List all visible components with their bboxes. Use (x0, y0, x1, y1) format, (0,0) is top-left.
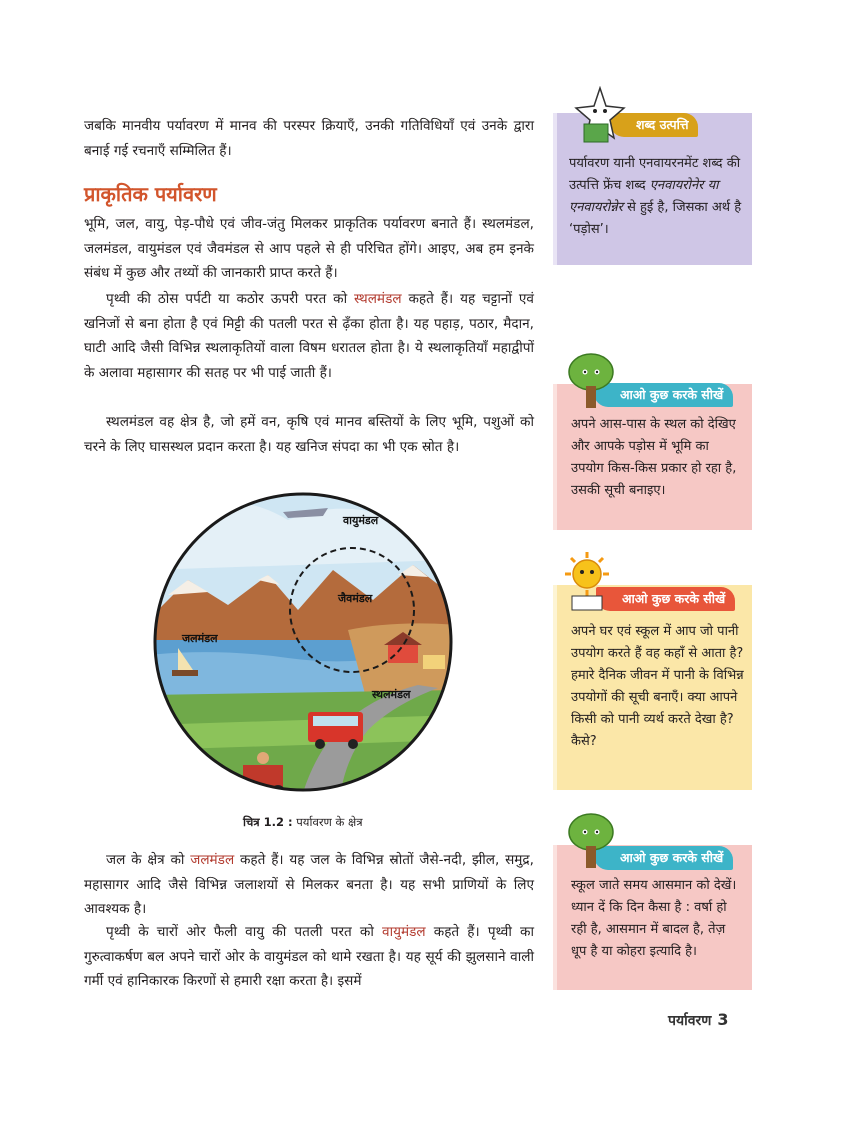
label-lithosphere: स्थलमंडल (372, 688, 411, 701)
term-hydrosphere: जलमंडल (190, 852, 235, 868)
word-origin-text-pre: पर्यावरण यानी एनवायरनमेंट शब्द की उत्पत्ति फ्रेंच शब्द (569, 156, 741, 193)
activity-box-sky: स्कूल जाते समय आसमान को देखें। ध्यान दें कि दिन कैसा है : वर्षा हो रही है, आसमान में बादल है, तेज़ धूप है या कोहरा इत्यादि है। (553, 845, 752, 990)
paragraph-hydrosphere (84, 848, 534, 922)
activity-banner-land: आओ कुछ करके सीखें (594, 383, 733, 407)
label-hydrosphere: जलमंडल (182, 632, 218, 645)
caption-number: चित्र 1.2 : (243, 815, 293, 829)
activity-banner-water: आओ कुछ करके सीखें (596, 587, 735, 611)
activity-box-land: अपने आस-पास के स्थल को देखिए और आपके पड़ोस में भूमि का उपयोग किस-किस प्रकार हो रहा है, उसकी सूची बनाइए। (553, 384, 752, 530)
environment-domains-illustration (148, 480, 458, 810)
word-origin-italic: एनवायरोनेर या एनवायरोन्नेर (569, 178, 719, 215)
para2-pre: पृथ्वी की ठोस पर्पटी या कठोर ऊपरी परत को (106, 291, 355, 307)
star-mascot-icon (574, 86, 626, 148)
word-origin-text-post: से हुई है, जिसका अर्थ है ‘पड़ोस’। (569, 200, 742, 237)
paragraph-natural-environment: भूमि, जल, वायु, पेड़-पौधे एवं जीव-जंतु मिलकर प्राकृतिक पर्यावरण बनाते हैं। स्थलमंडल, जलमंडल, वायुमंडल एवं जैवमंडल से आप पहले से ही परिचित होंगे। आइए, अब हम इनके संबंध में कुछ और तथ्यों की जानकारी प्राप्त करते हैं। (84, 216, 534, 281)
para4-pre: जल के क्षेत्र को (106, 852, 191, 868)
activity-banner-sky: आओ कुछ करके सीखें (594, 846, 733, 870)
para4-post: कहते हैं। यह जल के विभिन्न स्रोतों जैसे-नदी, झील, समुद्र, महासागर आदि जैसे विभिन्न जलाशयों से मिलकर बनता है। यह सभी प्राणियों के लिए आवश्यक है। (84, 852, 534, 917)
sun-mascot-icon (560, 550, 614, 616)
page-number: 3 (717, 1010, 729, 1029)
para2-post: कहते हैं। यह चट्टानों एवं खनिजों से बना होता है एवं मिट्टी की पतली परत से ढ़ँका होता है। यह पहाड़, पठार, मैदान, घाटी आदि जैसी विभिन्न स्थलाकृतियों वाला विषम धरातल होता है। ये स्थलाकृतियाँ महाद्वीपों के अलावा महासागर की सतह पर भी पाई जाती हैं। (84, 291, 534, 381)
paragraph-atmosphere (84, 920, 534, 994)
activity-box-water: अपने घर एवं स्कूल में आप जो पानी उपयोग करते हैं वह कहाँ से आता है? हमारे दैनिक जीवन में पानी के विभिन्न उपयोगों की सूची बनाएँ। क्या आपने किसी को पानी व्यर्थ करते देखा है? कैसे? (553, 585, 752, 790)
label-atmosphere: वायुमंडल (343, 514, 379, 527)
caption-text: पर्यावरण के क्षेत्र (296, 815, 363, 829)
para5-pre: पृथ्वी के चारों ओर फैली वायु की पतली परत को (106, 924, 383, 940)
term-atmosphere: वायुमंडल (382, 924, 426, 940)
paragraph-lithosphere-uses: स्थलमंडल वह क्षेत्र है, जो हमें वन, कृषि एवं मानव बस्तियों के लिए भूमि, पशुओं को चरने के लिए घासस्थल प्रदान करता है। यह खनिज संपदा का भी एक स्रोत है। (84, 414, 534, 455)
intro-paragraph: जबकि मानवीय पर्यावरण में मानव की परस्पर क्रियाएँ, उनकी गतिविधियाँ एवं उनके द्वारा बनाई गई रचनाएँ सम्मिलित हैं। (84, 118, 534, 159)
term-lithosphere: स्थलमंडल (354, 291, 402, 307)
footer-label: पर्यावरण (668, 1013, 712, 1029)
tree-mascot-icon (566, 810, 616, 872)
label-biosphere: जैवमंडल (338, 592, 373, 605)
tree-mascot-icon (566, 350, 616, 412)
section-heading: प्राकृतिक पर्यावरण (84, 182, 217, 206)
paragraph-lithosphere (84, 287, 534, 385)
figure-caption (243, 815, 363, 830)
page-footer (668, 1010, 728, 1030)
word-origin-banner: शब्द उत्पत्ति (610, 113, 698, 137)
para5-post: कहते हैं। पृथ्वी का गुरुत्वाकर्षण बल अपने चारों ओर के वायुमंडल को थामे रखता है। यह सूर्य की झुलसाने वाली गर्मी एवं हानिकारक किरणों से हमारी रक्षा करता है। इसमें (84, 924, 534, 989)
